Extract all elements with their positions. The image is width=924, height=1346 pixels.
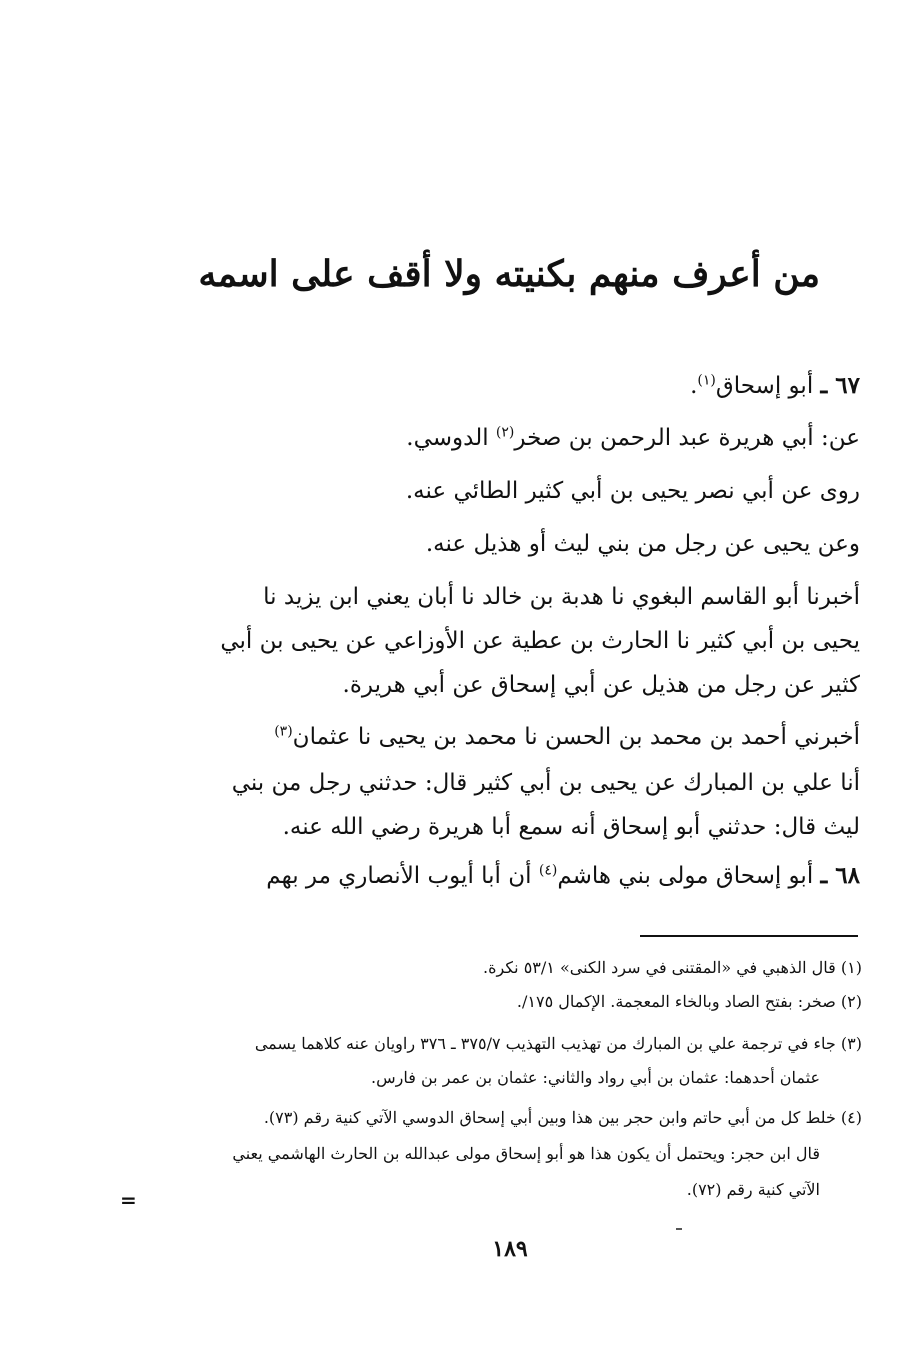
- paragraph-line: ليث قال: حدثني أبو إسحاق أنه سمع أبا هريرة رضي الله عنه.: [282, 814, 860, 840]
- main-text: [140, 0, 860, 900]
- paragraph-line: أخبرني أحمد بن محمد بن الحسن نا محمد بن يحيى نا عثمان$^{(٣)}$: [274, 723, 860, 750]
- paragraph-line: أنا علي بن المبارك عن يحيى بن أبي كثير قال: حدثني رجل من بني: [231, 770, 860, 796]
- footnote-ref: (٤): [538, 862, 558, 879]
- entry-name: أبو إسحاق: [715, 373, 814, 399]
- paragraph-line: أخبرنا أبو القاسم البغوي نا هدبة بن خالد نا أبان يعني ابن يزيد نا: [263, 584, 860, 610]
- continuation-mark: =: [120, 1188, 137, 1212]
- entry-67-line: روى عن أبي نصر يحيى بن أبي كثير الطائي عنه.: [405, 478, 860, 504]
- footnote-ref: (١): [697, 372, 716, 389]
- entry-67-line: وعن يحيى عن رجل من بني ليث أو هذيل عنه.: [425, 531, 860, 557]
- paragraph-line: كثير عن رجل من هذيل عن أبي إسحاق عن أبي هريرة.: [342, 672, 860, 698]
- footnote-ref: (٢): [495, 424, 515, 441]
- entry-number: ٦٨ ـ: [820, 862, 860, 889]
- footnote-4-cont: الآتي كنية رقم (٧٢).: [686, 1180, 820, 1199]
- footnote-3-cont: عثمان أحدهما: عثمان بن أبي رواد والثاني: عثمان بن عمر بن فارس.: [371, 1068, 820, 1087]
- footnote-1: (١) قال الذهبي في «المقتنى في سرد الكنى» ٥٣/١ نكرة.: [483, 958, 862, 977]
- footnote-4-cont: قال ابن حجر: ويحتمل أن يكون هذا هو أبو إسحاق مولى عبدالله بن الحارث الهاشمي يعني: [232, 1144, 820, 1163]
- page-number: ١٨٩: [492, 1236, 528, 1262]
- entry-67-line: عن: أبي هريرة عبد الرحمن بن صخر$^{(٢)}$ الدوسي.: [406, 424, 860, 451]
- footnote-separator: [640, 935, 858, 937]
- footnote-3: (٣) جاء في ترجمة علي بن المبارك من تهذيب التهذيب ٣٧٥/٧ ـ ٣٧٦ راويان عنه كلاهما يسمى: [254, 1034, 862, 1053]
- entry-68-line: ٦٨ ـ أبو إسحاق مولى بني هاشم$^{(٤)}$ أن أبا أيوب الأنصاري مر بهم: [266, 862, 860, 889]
- entry-number: ٦٧ ـ: [820, 372, 860, 399]
- chapter-heading: من أعرف منهم بكنيته ولا أقف على اسمه: [198, 253, 820, 295]
- paragraph-line: يحيى بن أبي كثير نا الحارث بن عطية عن الأوزاعي عن يحيى بن أبي: [220, 628, 860, 654]
- footnote-4: (٤) خلط كل من أبي حاتم وابن حجر بين هذا وبين أبي إسحاق الدوسي الآتي كنية رقم (٧٣).: [263, 1108, 862, 1127]
- footnote-ref: (٣): [274, 723, 293, 740]
- footnote-2: (٢) صخر: بفتح الصاد وبالخاء المعجمة. الإكمال ١٧٥/.: [516, 992, 862, 1011]
- entry-67-title-line: ٦٧ ـ أبو إسحاق$^{(١)}$.: [690, 372, 860, 399]
- print-speck: [676, 1228, 682, 1230]
